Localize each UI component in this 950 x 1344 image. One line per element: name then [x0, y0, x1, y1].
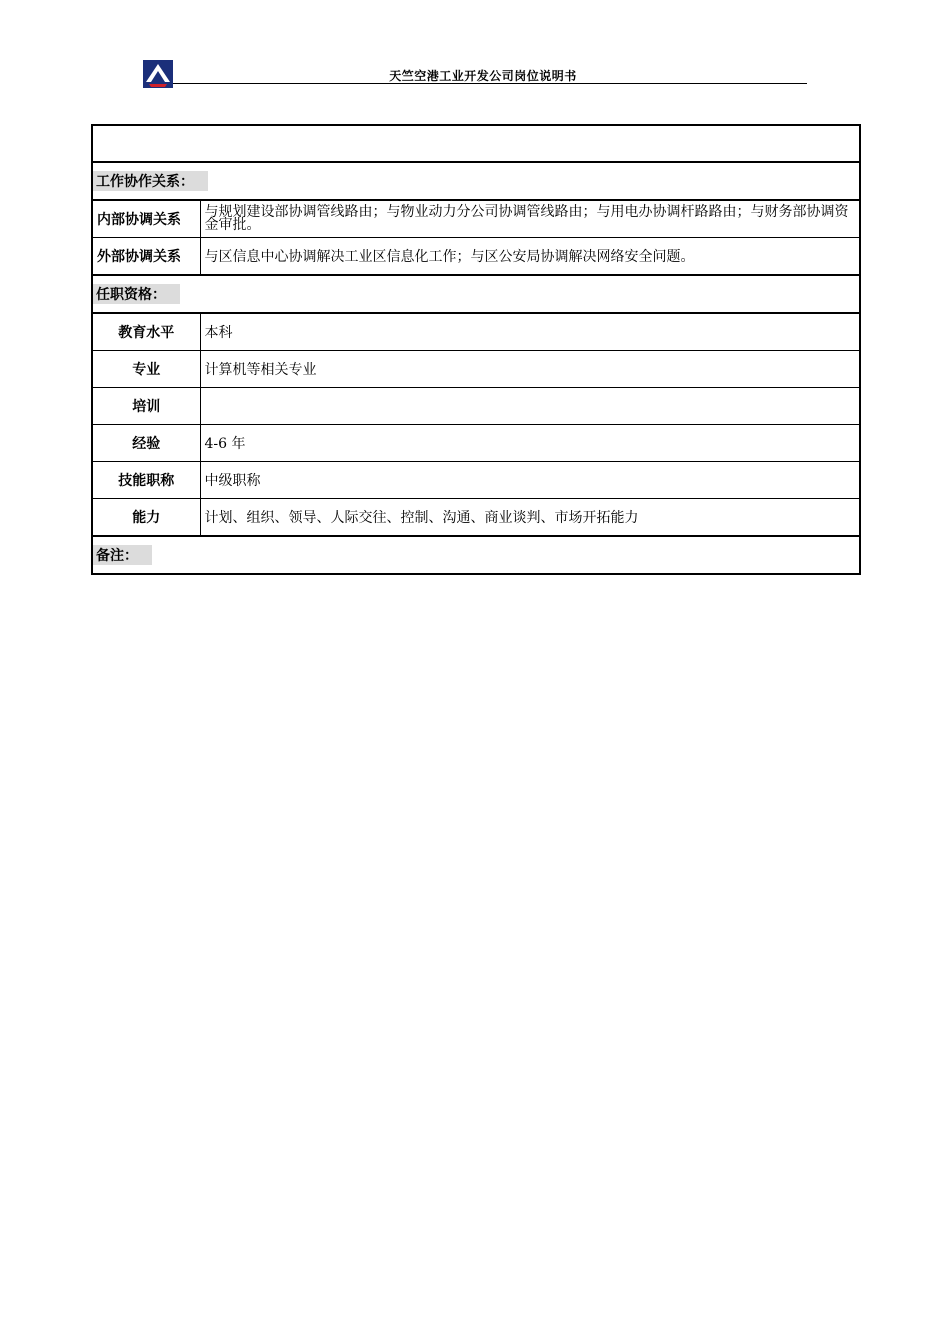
value-education: 本科	[200, 313, 860, 351]
value-major: 计算机等相关专业	[200, 351, 860, 388]
blank-row	[92, 125, 860, 162]
section-row-cooperation	[92, 162, 860, 200]
label-external: 外部协调关系	[92, 238, 200, 276]
section-title-qualification: 任职资格：	[93, 284, 180, 304]
label-experience: 经验	[92, 425, 200, 462]
label-major: 专业	[92, 351, 200, 388]
table-row-training	[92, 388, 860, 425]
table-row-experience	[92, 425, 860, 462]
header-divider	[173, 83, 807, 84]
value-ability: 计划、组织、领导、人际交往、控制、沟通、商业谈判、市场开拓能力	[200, 499, 860, 537]
section-title-remarks: 备注：	[93, 545, 152, 565]
label-ability: 能力	[92, 499, 200, 537]
blank-cell	[92, 125, 860, 162]
page-header	[143, 60, 807, 90]
table-row-external	[92, 238, 860, 276]
value-training	[200, 388, 860, 425]
table-row-internal	[92, 200, 860, 238]
label-title: 技能职称	[92, 462, 200, 499]
value-internal: 与规划建设部协调管线路由；与物业动力分公司协调管线路由；与用电办协调杆路路由；与财务部协调资金审批。	[200, 200, 860, 238]
table-row-education	[92, 313, 860, 351]
document-title: 天竺空港工业开发公司岗位说明书	[389, 69, 577, 83]
label-education: 教育水平	[92, 313, 200, 351]
section-row-remarks	[92, 536, 860, 574]
company-logo-icon	[143, 60, 173, 88]
label-training: 培训	[92, 388, 200, 425]
label-internal: 内部协调关系	[92, 200, 200, 238]
section-title-cooperation: 工作协作关系：	[93, 171, 208, 191]
section-row-qualification	[92, 275, 860, 313]
value-experience: 4-6 年	[200, 425, 860, 462]
table-row-ability	[92, 499, 860, 537]
job-description-table	[91, 124, 861, 575]
table-row-major	[92, 351, 860, 388]
table-row-title	[92, 462, 860, 499]
value-title: 中级职称	[200, 462, 860, 499]
value-external: 与区信息中心协调解决工业区信息化工作；与区公安局协调解决网络安全问题。	[200, 238, 860, 276]
